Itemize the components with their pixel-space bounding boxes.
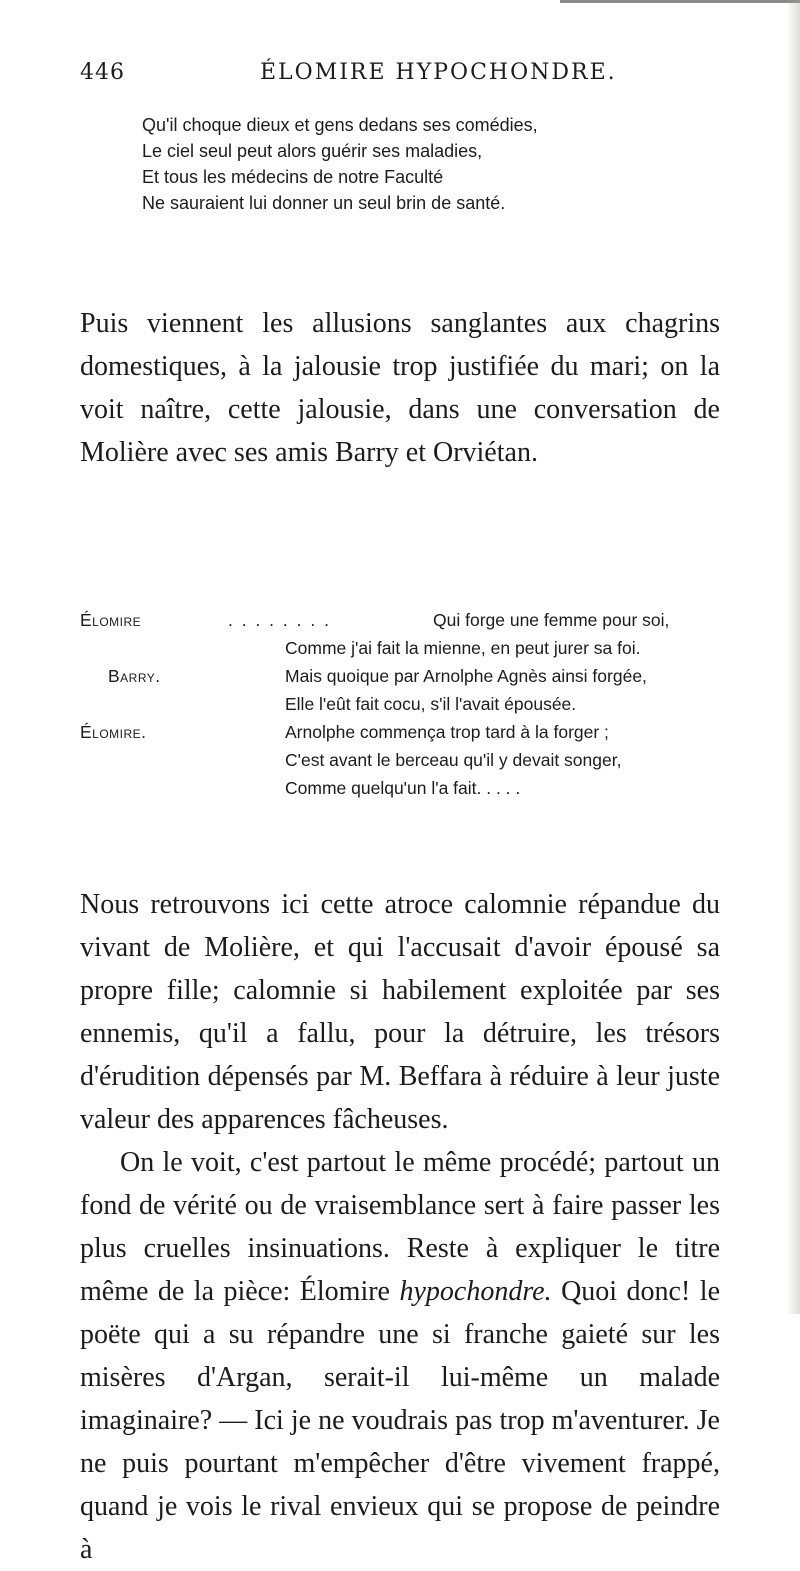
dialogue-line: C'est avant le berceau qu'il y devait songer, [285,750,622,770]
speaker-name: Élomire. [80,722,147,742]
dialogue-line: Elle l'eût fait cocu, s'il l'avait épousée. [285,694,577,714]
verse-line: Qu'il choque dieux et gens dedans ses comédies, [142,115,538,135]
dialogue-row [80,662,720,690]
paragraph-text-end: Quoi donc! le poëte qui a su répandre une si franche gaieté sur les misères d'Argan, serait-il lui-même un malade imaginaire? — Ici je ne voudrais pas trop m'aventurer. Je ne puis pourtant m'empêcher d'être vivement frappé, quand je vois le rival envieux qui se propose de peindre à [80,1276,720,1565]
dialogue-line: Comme j'ai fait la mienne, en peut jurer sa foi. [285,638,641,658]
page-edge-shadow [786,0,800,1314]
paragraph-hypochondre [80,1141,720,1571]
verse-quotation [142,112,702,216]
leader-dots: . . . . . . . . [228,610,331,630]
paragraph-text-start: On le voit, c'est partout le même procédé; partout un fond de vérité ou de vraisemblance sert à faire passer les plus cruelles insinuations. Reste à expliquer le titre même de la pièce: Élomire [80,1147,720,1307]
paragraph-allusions [80,302,720,474]
dialogue-row [80,774,720,802]
dialogue-line: Comme quelqu'un l'a fait. . . . . [285,778,521,798]
dialogue-row [80,746,720,774]
dialogue-row [80,690,720,718]
italic-title: hypochondre. [399,1276,552,1307]
running-title: ÉLOMIRE HYPOCHONDRE. [260,60,617,85]
page-header [80,60,720,92]
dialogue-row [80,606,720,634]
page-edge-line [560,0,800,3]
speaker-name: Barry. [108,666,161,686]
dialogue-excerpt [80,606,720,802]
page-number: 446 [80,60,125,85]
dialogue-row [80,718,720,746]
dialogue-line: Arnolphe commença trop tard à la forger ; [285,722,609,742]
verse-line: Le ciel seul peut alors guérir ses maladies, [142,141,483,161]
paragraph-calomnie [80,883,720,1571]
dialogue-line: Mais quoique par Arnolphe Agnès ainsi forgée, [285,666,647,686]
paragraph-text: Nous retrouvons ici cette atroce calomnie répandue du vivant de Molière, et qui l'accusait d'avoir épousé sa propre fille; calomnie si habilement exploitée par ses ennemis, qu'il a fallu, pour la détruire, les trésors d'érudition dépensés par M. Beffara à réduire à leur juste valeur des apparences fâcheuses. [80,889,720,1135]
dialogue-row [80,634,720,662]
dialogue-line: Qui forge une femme pour soi, [433,610,670,630]
verse-line: Ne sauraient lui donner un seul brin de santé. [142,193,506,213]
speaker-name: Élomire [80,610,142,630]
paragraph-text: Puis viennent les allusions sanglantes aux chagrins domestiques, à la jalousie trop justifiée du mari; on la voit naître, cette jalousie, dans une conversation de Molière avec ses amis Barry et Orviétan. [80,308,720,468]
verse-line: Et tous les médecins de notre Faculté [142,167,444,187]
